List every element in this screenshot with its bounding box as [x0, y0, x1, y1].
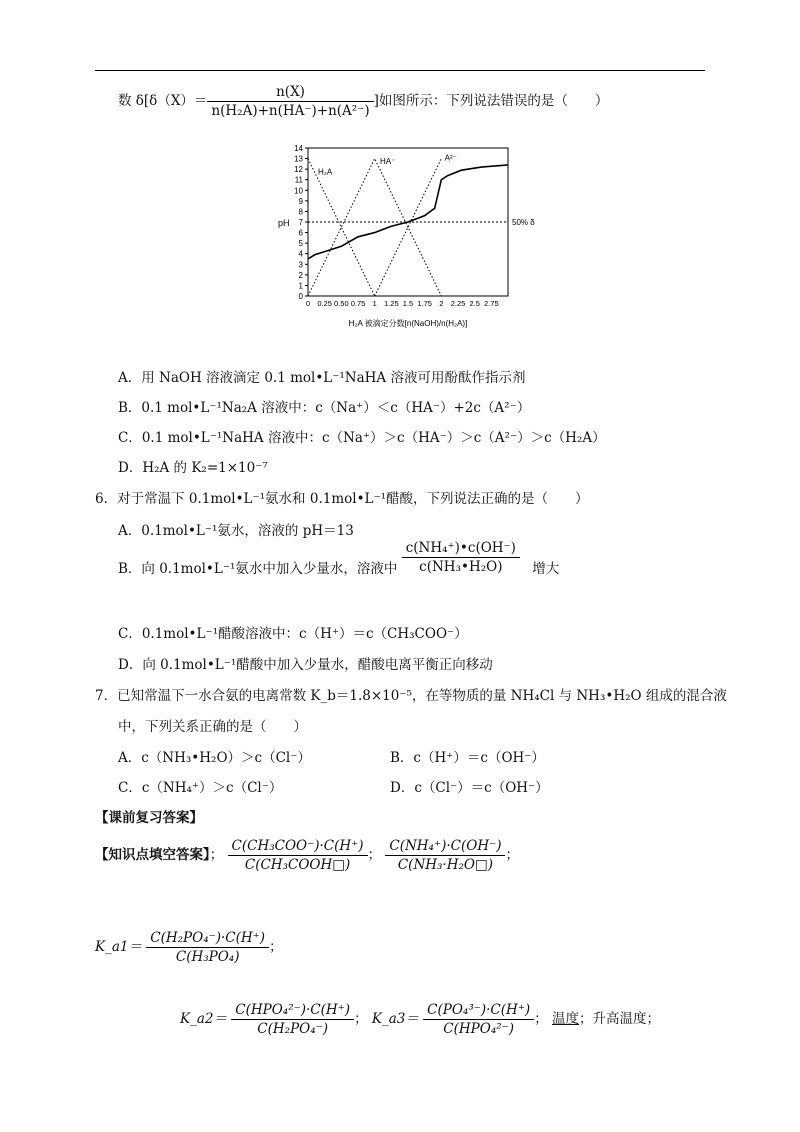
ka2-numerator: C(HPO₄²⁻)·C(H⁺)	[235, 1002, 351, 1018]
x-tick-label: 1	[372, 299, 377, 308]
answers-section-title: 【课前复习答案】	[95, 810, 203, 826]
x-tick-label: 1.25	[384, 299, 399, 308]
x-tick-label: 1.75	[417, 299, 432, 308]
x-tick-label: 2.75	[484, 299, 499, 308]
x-tick-label: 2.5	[469, 299, 480, 308]
q5-option-b: B．0.1 mol•L⁻¹Na₂A 溶液中：c（Na⁺）＜c（HA⁻）+2c（A²⁻）	[118, 400, 531, 416]
x-tick-label: 0.25	[317, 299, 332, 308]
distribution-curve	[308, 156, 441, 296]
q6-b-fraction	[402, 540, 520, 575]
ka1-denominator: C(H₃PO₄)	[146, 947, 269, 965]
right-label-50-delta: 50% δ	[512, 218, 535, 227]
q6-option-b	[118, 540, 560, 587]
answer-tail: ；升高温度；	[578, 1011, 660, 1027]
fill-sep-1: ；	[209, 847, 224, 863]
intro-prefix: 数 δ[δ（X）＝	[118, 93, 208, 109]
q6-option-b-suffix: 增大	[532, 561, 560, 577]
ka2-denominator: C(H₂PO₄⁻)	[231, 1019, 354, 1037]
delta-fraction-denominator: n(H₂A)+n(HA⁻)+n(A²⁻)	[207, 101, 373, 119]
ka1-fraction	[146, 930, 269, 965]
x-axis-label: H₂A 被滴定分数[n(NaOH)/n(H₂A)]	[348, 319, 468, 328]
fill-sep-3: ；	[505, 847, 519, 863]
y-tick-label: 12	[294, 165, 303, 175]
header-rule	[95, 70, 705, 71]
x-tick-label: 0	[305, 299, 311, 308]
ka1-numerator: C(H₂PO₄⁻)·C(H⁺)	[150, 930, 266, 946]
intro-suffix: ]如图所示：下列说法错误的是（ ）	[373, 93, 609, 109]
question-6-stem: 6．对于常温下 0.1mol•L⁻¹氨水和 0.1mol•L⁻¹醋酸，下列说法正确的是（ ）	[95, 491, 589, 507]
q6-b-fraction-denominator: c(NH₃•H₂O)	[402, 557, 520, 575]
ka3-denominator: C(HPO₄²⁻)	[423, 1019, 534, 1037]
ka2-sep: ；	[354, 1011, 368, 1027]
ka3-sep: ；	[534, 1011, 548, 1027]
kb-ammonia-denominator: C(NH₃·H₂O□)	[385, 855, 505, 873]
y-tick-label: 5	[298, 239, 303, 249]
q5-option-c: C．0.1 mol•L⁻¹NaHA 溶液中：c（Na⁺）＞c（HA⁻）＞c（A²⁻）＞c（H₂A）	[118, 430, 606, 446]
q6-option-b-prefix: B．向 0.1mol•L⁻¹氨水中加入少量水，溶液中	[118, 561, 398, 577]
q6-option-a: A．0.1mol•L⁻¹氨水，溶液的 pH＝13	[118, 523, 354, 539]
ka1-sep: ；	[269, 939, 283, 955]
x-tick-label: 0.75	[350, 299, 366, 308]
y-axis-label: pH	[278, 218, 290, 228]
fill-sep-2: ；	[367, 847, 382, 863]
q7-option-d: D．c（Cl⁻）＝c（OH⁻）	[390, 780, 549, 796]
titration-chart	[270, 140, 535, 340]
fill-answers-line	[95, 838, 519, 873]
y-tick-label: 2	[298, 270, 303, 280]
species-label: HA⁻	[380, 156, 396, 166]
y-tick-label: 11	[294, 175, 303, 185]
kb-ammonia-numerator: C(NH₄⁺)·C(OH⁻)	[389, 838, 502, 854]
q7-option-a: A．c（NH₃•H₂O）＞c（Cl⁻）	[118, 750, 311, 766]
y-tick-label: 3	[298, 260, 303, 270]
question-7-stem-line1: 7．已知常温下一水合氨的电离常数 K_b＝1.8×10⁻⁵，在等物质的量 NH₄Cl 与 NH₃•H₂O 组成的混合液	[95, 688, 727, 704]
ka-acetic-denominator: C(CH₃COOH□)	[228, 855, 368, 873]
ka2-fraction	[231, 1002, 354, 1037]
question-5-intro	[118, 84, 608, 119]
ka2-label: K_a2＝	[180, 1011, 227, 1027]
ka3-numerator: C(PO₄³⁻)·C(H⁺)	[427, 1002, 531, 1018]
y-tick-label: 0	[298, 292, 303, 301]
ph-curve	[308, 165, 508, 259]
species-label: H₂A	[318, 167, 333, 177]
q7-option-c: C．c（NH₄⁺）＞c（Cl⁻）	[118, 780, 283, 796]
fill-answers-title: 【知识点填空答案】	[95, 847, 210, 863]
delta-fraction	[207, 84, 373, 119]
q5-option-d: D．H₂A 的 K₂=1×10⁻⁷	[118, 460, 268, 476]
y-tick-label: 10	[294, 186, 303, 196]
y-tick-label: 14	[294, 144, 303, 153]
ka2-ka3-line	[180, 1002, 660, 1037]
y-tick-label: 13	[294, 154, 303, 164]
y-tick-label: 8	[298, 207, 303, 217]
x-tick-label: 2.25	[450, 299, 466, 308]
kb-ammonia-fraction	[385, 838, 505, 873]
ka3-fraction	[423, 1002, 534, 1037]
q6-b-fraction-numerator: c(NH₄⁺)•c(OH⁻)	[405, 540, 516, 556]
q6-option-c: C．0.1mol•L⁻¹醋酸溶液中：c（H⁺）＝c（CH₃COO⁻）	[118, 626, 468, 642]
question-7-stem-line2: 中，下列关系正确的是（ ）	[118, 719, 307, 735]
y-tick-label: 9	[298, 196, 303, 206]
x-tick-label: 2	[439, 299, 444, 308]
y-tick-label: 7	[298, 218, 303, 227]
ka1-expression	[95, 930, 283, 965]
x-tick-label: 1.5	[402, 299, 414, 308]
ka1-label: K_a1＝	[95, 939, 142, 955]
delta-fraction-numerator: n(X)	[276, 84, 305, 100]
y-tick-label: 6	[298, 228, 303, 238]
answer-temperature: 温度	[551, 1011, 579, 1027]
y-tick-label: 4	[298, 249, 303, 259]
q6-option-d: D．向 0.1mol•L⁻¹醋酸中加入少量水，醋酸电离平衡正向移动	[118, 657, 493, 673]
species-label: A²⁻	[444, 153, 457, 163]
q7-option-b: B．c（H⁺）＝c（OH⁻）	[390, 750, 545, 766]
y-tick-label: 1	[298, 281, 303, 291]
x-tick-label: 0.50	[334, 299, 349, 308]
ka3-label: K_a3＝	[371, 1011, 419, 1027]
ka-acetic-numerator: C(CH₃COO⁻)·C(H⁺)	[231, 838, 364, 854]
ka-acetic-fraction	[228, 838, 368, 873]
q5-option-a: A．用 NaOH 溶液滴定 0.1 mol•L⁻¹NaHA 溶液可用酚酞作指示剂	[118, 370, 526, 386]
